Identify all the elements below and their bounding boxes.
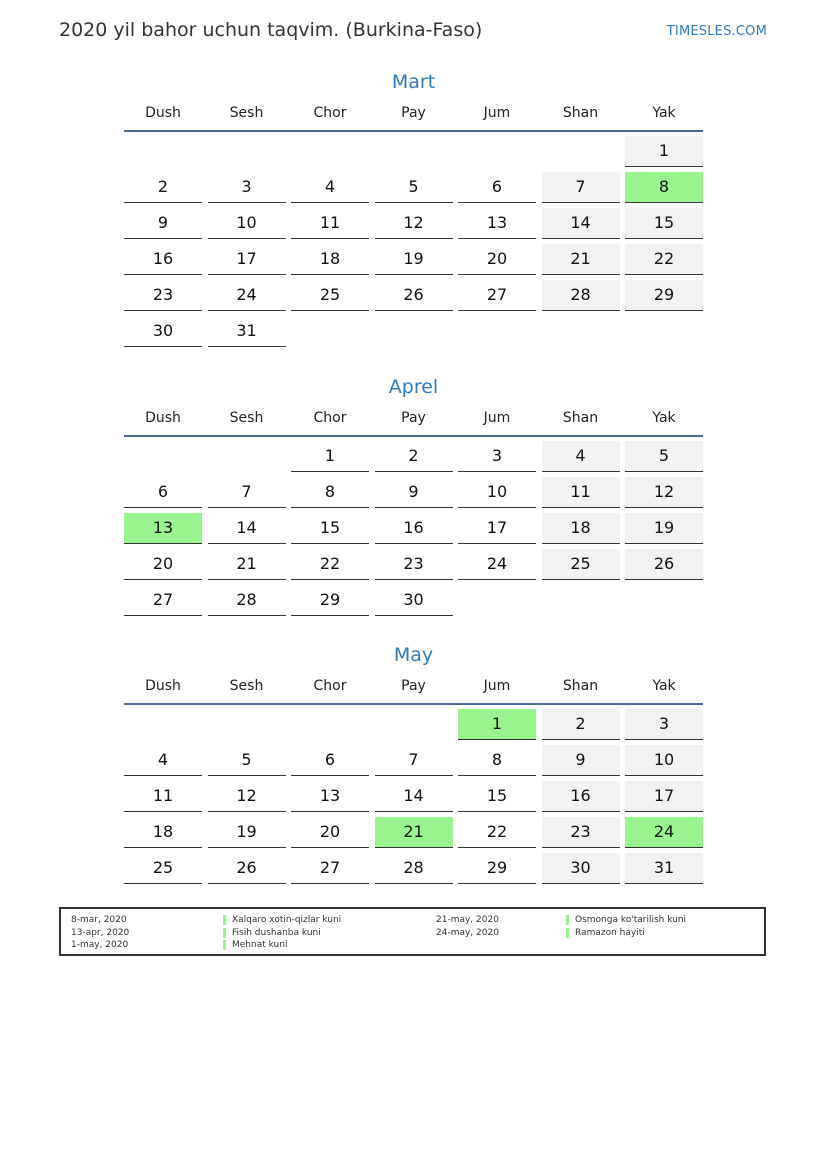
brand-link[interactable]: TIMESLES.COM [666,24,767,39]
day-cell[interactable]: 10 [458,477,536,508]
day-cell[interactable]: 4 [542,441,620,472]
day-cell[interactable]: 17 [208,244,286,275]
day-cell[interactable]: 22 [291,549,369,580]
legend-date: 8-mar, 2020 [71,915,127,925]
day-cell[interactable]: 3 [458,441,536,472]
day-cell[interactable]: 9 [124,208,202,239]
day-cell[interactable]: 6 [458,172,536,203]
day-cell[interactable]: 12 [375,208,453,239]
legend-entry [566,914,686,927]
day-cell[interactable]: 27 [458,280,536,311]
empty-cell [375,316,453,346]
week-row [124,709,703,740]
empty-cell [458,316,536,346]
day-cell[interactable]: 1 [625,136,703,167]
day-cell[interactable]: 20 [124,549,202,580]
week-row [124,172,703,203]
legend-date: 24-may, 2020 [436,927,499,938]
empty-cell [291,709,369,739]
day-cell[interactable]: 8 [625,172,703,203]
empty-cell [208,441,286,471]
month-title: Mart [391,71,436,93]
day-cell[interactable]: 30 [542,853,620,884]
day-cell[interactable]: 23 [542,817,620,848]
week-row [124,280,703,311]
day-cell[interactable]: 27 [124,585,202,616]
day-cell[interactable]: 15 [458,781,536,812]
legend-entry [566,927,686,940]
day-cell[interactable]: 21 [375,817,453,848]
day-cell[interactable]: 25 [124,853,202,884]
day-cell[interactable]: 14 [375,781,453,812]
empty-cell [375,136,453,166]
week-row [124,817,703,848]
day-cell[interactable]: 4 [124,745,202,776]
day-cell[interactable]: 26 [375,280,453,311]
empty-cell [291,316,369,346]
empty-cell [208,709,286,739]
empty-cell [208,136,286,166]
day-cell[interactable]: 12 [208,781,286,812]
day-cell[interactable]: 15 [625,208,703,239]
day-cell[interactable]: 13 [124,513,202,544]
day-cell[interactable]: 19 [625,513,703,544]
weekday-label: Yak [652,105,676,121]
empty-cell [542,316,620,346]
weekday-label: Pay [401,410,426,426]
legend-holiday-name: Fisih dushanba kuni [223,928,321,938]
day-cell[interactable]: 23 [124,280,202,311]
day-cell[interactable]: 23 [375,549,453,580]
day-cell[interactable]: 6 [291,745,369,776]
day-cell[interactable]: 22 [625,244,703,275]
weekday-label: Dush [145,105,181,121]
day-cell[interactable]: 27 [291,853,369,884]
day-cell[interactable]: 28 [542,280,620,311]
day-cell[interactable]: 9 [375,477,453,508]
empty-cell [458,585,536,615]
day-cell[interactable]: 29 [625,280,703,311]
day-cell[interactable]: 29 [291,585,369,616]
month-may [124,641,703,889]
day-cell[interactable]: 11 [124,781,202,812]
week-row [124,208,703,239]
day-cell[interactable]: 5 [208,745,286,776]
day-cell[interactable]: 24 [458,549,536,580]
day-cell[interactable]: 25 [542,549,620,580]
day-cell[interactable]: 29 [458,853,536,884]
day-cell[interactable]: 6 [124,477,202,508]
day-cell[interactable]: 16 [375,513,453,544]
day-cell[interactable]: 11 [291,208,369,239]
week-row [124,136,703,167]
empty-cell [291,136,369,166]
day-cell[interactable]: 14 [208,513,286,544]
legend-entry [223,914,341,927]
day-cell[interactable]: 18 [542,513,620,544]
day-cell[interactable]: 18 [291,244,369,275]
day-cell[interactable]: 3 [625,709,703,740]
weekday-label: Yak [652,410,676,426]
empty-cell [458,136,536,166]
week-row [124,441,703,472]
empty-cell [124,441,202,471]
day-cell[interactable]: 7 [375,745,453,776]
page-title: 2020 yil bahor uchun taqvim. (Burkina-Faso) [59,19,483,41]
day-cell[interactable]: 20 [291,817,369,848]
weekday-header [124,104,703,132]
day-cell[interactable]: 26 [625,549,703,580]
weekday-label: Sesh [229,105,264,121]
weekday-label: Pay [401,678,426,694]
day-cell[interactable]: 30 [124,316,202,347]
day-cell[interactable]: 2 [124,172,202,203]
day-cell[interactable]: 25 [291,280,369,311]
day-cell[interactable]: 11 [542,477,620,508]
empty-cell [375,709,453,739]
weekday-label: Chor [313,678,347,694]
weekday-label: Yak [652,678,676,694]
day-cell[interactable]: 15 [291,513,369,544]
month-april [124,373,703,621]
day-cell[interactable]: 12 [625,477,703,508]
weekday-header [124,409,703,437]
day-cell[interactable]: 30 [375,585,453,616]
week-row [124,316,703,347]
weekday-label: Pay [401,105,426,121]
holiday-legend [59,907,766,956]
week-row [124,549,703,580]
weekday-label: Dush [145,678,181,694]
day-cell[interactable]: 8 [458,745,536,776]
weekday-label: Shan [562,678,599,694]
weeks-grid [124,441,703,616]
day-cell[interactable]: 22 [458,817,536,848]
weekday-label: Jum [483,678,511,694]
day-cell[interactable]: 10 [625,745,703,776]
day-cell[interactable]: 10 [208,208,286,239]
day-cell[interactable]: 26 [208,853,286,884]
weekday-label: Jum [483,105,511,121]
day-cell[interactable]: 28 [208,585,286,616]
empty-cell [124,709,202,739]
day-cell[interactable]: 18 [124,817,202,848]
weekday-label: Jum [483,410,511,426]
day-cell[interactable]: 24 [208,280,286,311]
day-cell[interactable]: 24 [625,817,703,848]
week-row [124,513,703,544]
day-cell[interactable]: 9 [542,745,620,776]
weeks-grid [124,709,703,884]
weekday-label: Shan [562,410,599,426]
day-cell[interactable]: 17 [458,513,536,544]
weekday-label: Chor [313,410,347,426]
legend-entry [223,927,341,940]
month-title: May [393,644,434,666]
empty-cell [542,136,620,166]
legend-entry [223,939,341,952]
day-cell[interactable]: 5 [625,441,703,472]
weekday-label: Sesh [229,410,264,426]
day-cell[interactable]: 20 [458,244,536,275]
day-cell[interactable]: 17 [625,781,703,812]
week-row [124,853,703,884]
day-cell[interactable]: 31 [625,853,703,884]
day-cell[interactable]: 13 [291,781,369,812]
day-cell[interactable]: 2 [375,441,453,472]
day-cell[interactable]: 2 [542,709,620,740]
day-cell[interactable]: 7 [208,477,286,508]
day-cell[interactable]: 5 [375,172,453,203]
day-cell[interactable]: 3 [208,172,286,203]
week-row [124,745,703,776]
week-row [124,585,703,616]
day-cell[interactable]: 31 [208,316,286,347]
day-cell[interactable]: 19 [375,244,453,275]
weekday-header [124,677,703,705]
weekday-label: Sesh [229,678,264,694]
day-cell[interactable]: 1 [458,709,536,740]
week-row [124,781,703,812]
day-cell[interactable]: 28 [375,853,453,884]
weekday-label: Dush [145,410,181,426]
weekday-label: Shan [562,105,599,121]
day-cell[interactable]: 21 [208,549,286,580]
empty-cell [625,585,703,615]
empty-cell [124,136,202,166]
month-title: Aprel [388,376,439,398]
day-cell[interactable]: 21 [542,244,620,275]
legend-holiday-name: Xalqaro xotin-qizlar kuni [223,915,341,925]
day-cell[interactable]: 13 [458,208,536,239]
legend-holiday-name: Mehnat kuni [223,940,287,950]
legend-date: 21-may, 2020 [436,915,499,925]
month-march [124,68,703,352]
day-cell[interactable]: 16 [124,244,202,275]
empty-cell [542,585,620,615]
legend-holiday-name: Osmonga ko'tarilish kuni [566,915,686,925]
day-cell[interactable]: 16 [542,781,620,812]
week-row [124,244,703,275]
day-cell[interactable]: 7 [542,172,620,203]
day-cell[interactable]: 19 [208,817,286,848]
week-row [124,477,703,508]
day-cell[interactable]: 8 [291,477,369,508]
day-cell[interactable]: 1 [291,441,369,472]
weekday-label: Chor [313,105,347,121]
day-cell[interactable]: 4 [291,172,369,203]
empty-cell [625,316,703,346]
day-cell[interactable]: 14 [542,208,620,239]
legend-date: 13-apr, 2020 [71,927,130,938]
legend-holiday-name: Ramazon hayiti [566,928,645,938]
legend-date: 1-may, 2020 [71,940,129,950]
weeks-grid [124,136,703,347]
